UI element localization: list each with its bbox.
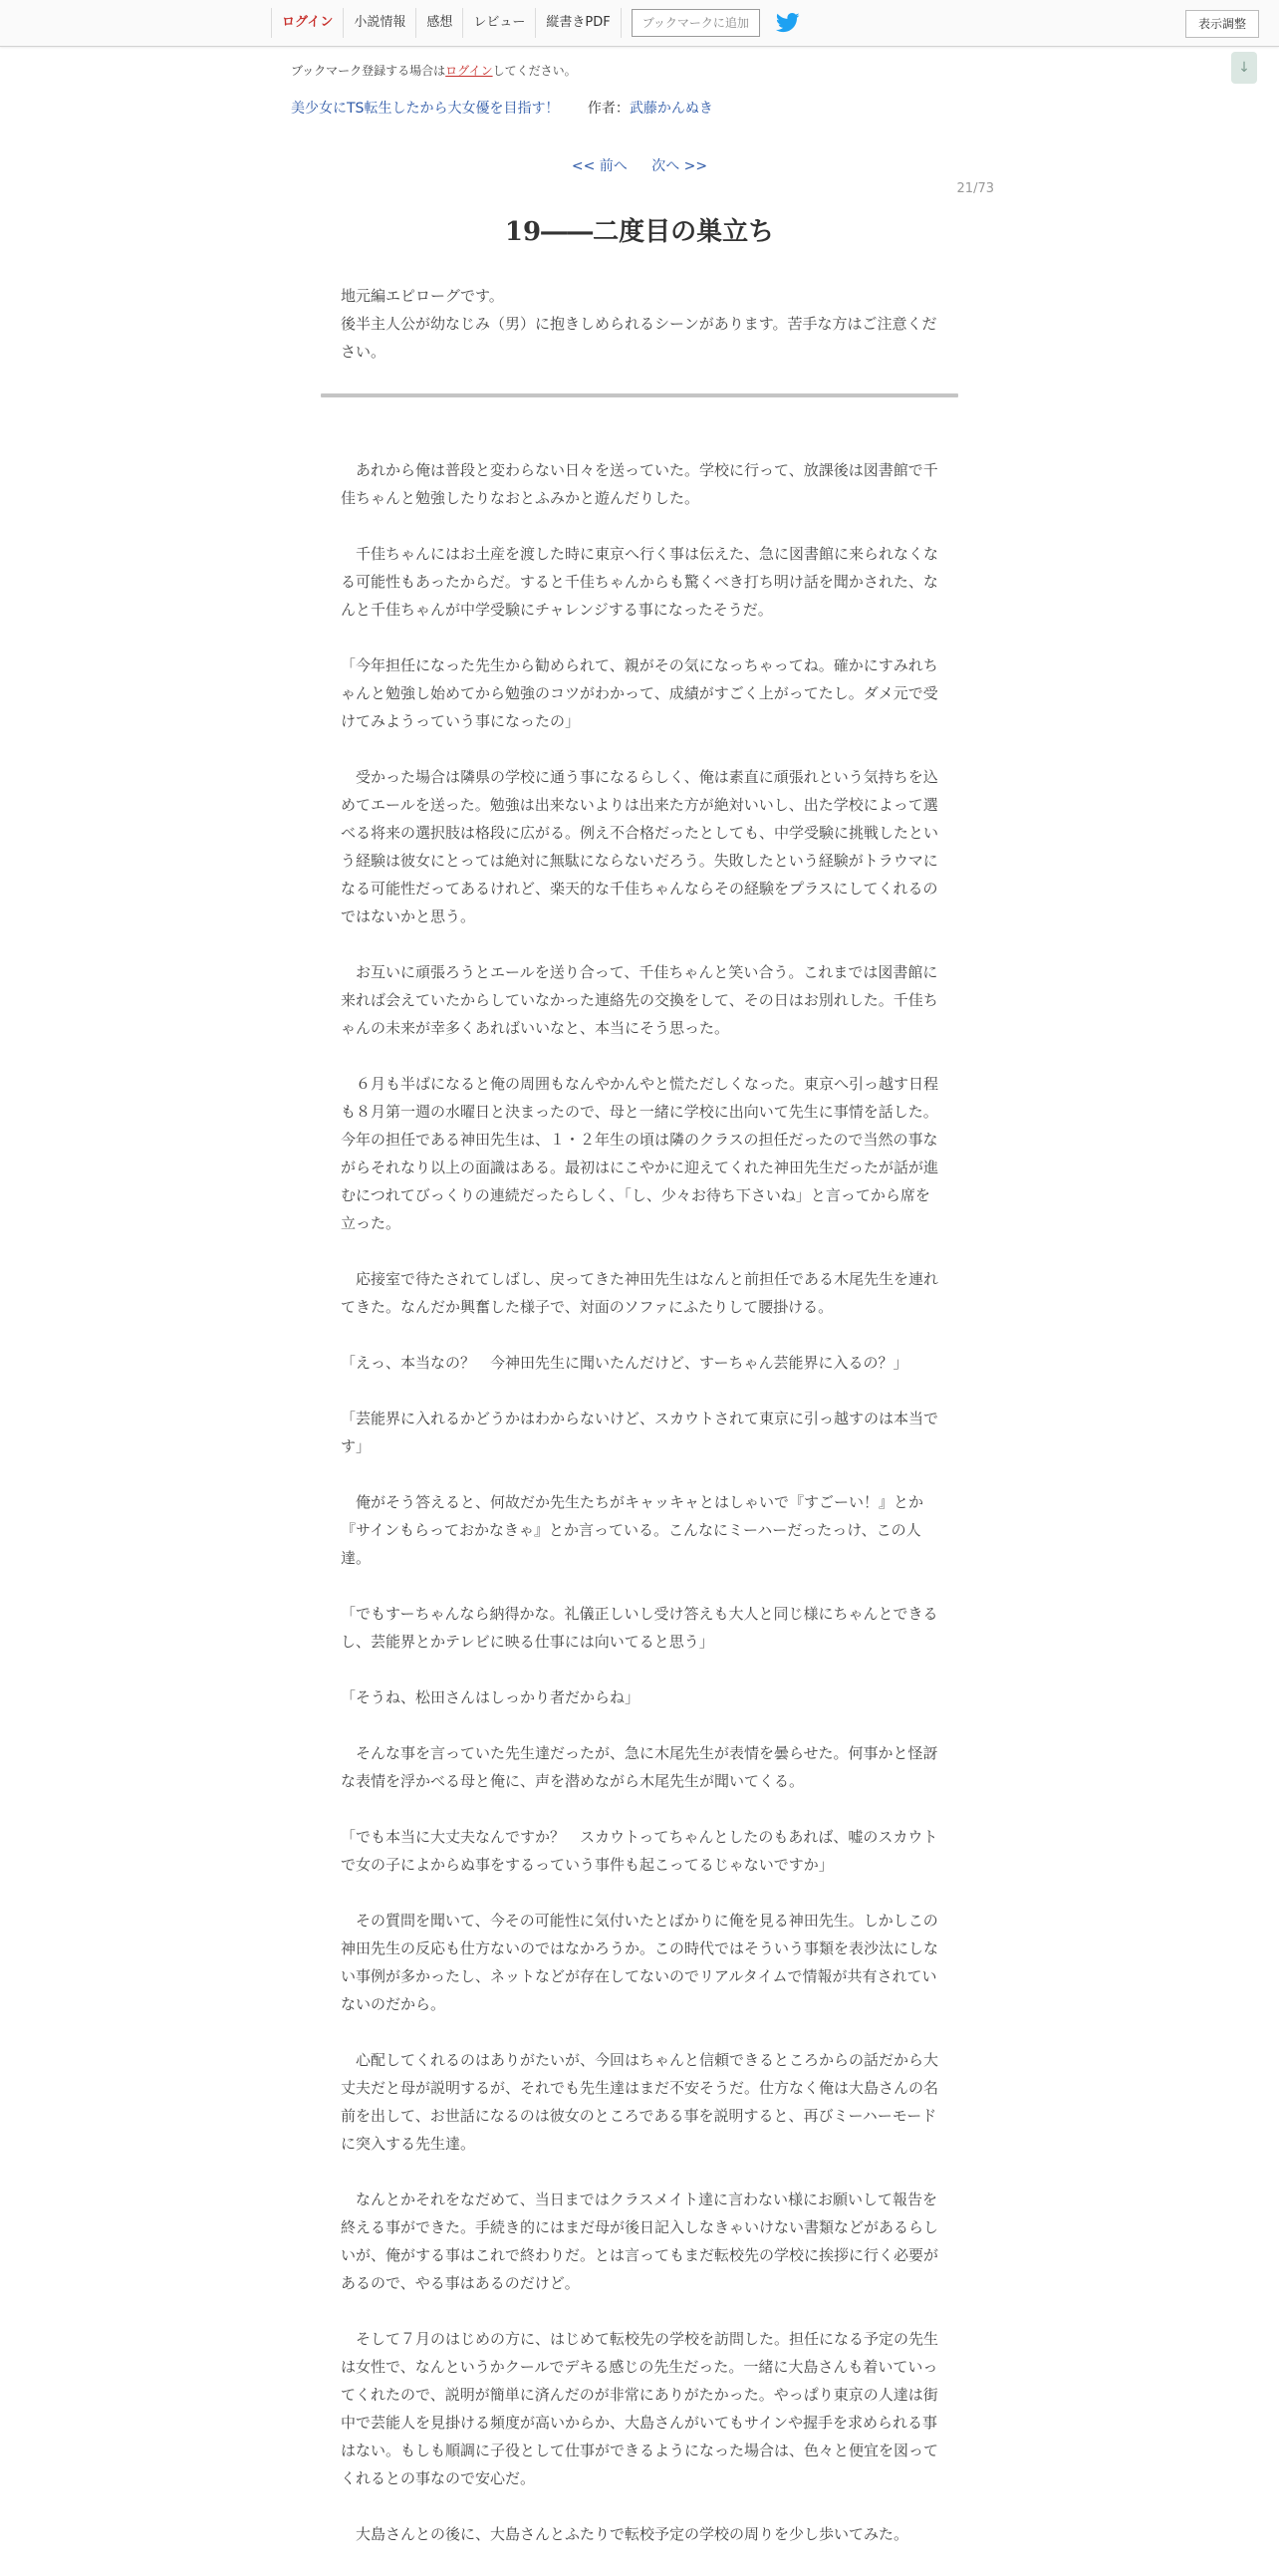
top-bar xyxy=(0,0,1279,47)
nav-vertical-pdf[interactable]: 縦書きPDF xyxy=(535,8,621,38)
body-paragraph: 心配してくれるのはありがたいが、今回はちゃんと信頼できるところからの話だから大丈夫だと母が説明するが、それでも先生達はまだ不安そうだ。仕方なく俺は大島さんの名前を出して、お世話になるのは彼女のところである事を説明すると、再びミーハーモードに突入する先生達。 xyxy=(341,2051,939,2153)
add-bookmark-button[interactable]: ブックマークに追加 xyxy=(632,9,760,37)
pager xyxy=(0,155,1279,175)
author-label: 作者： xyxy=(587,101,630,117)
preface-line: 後半主人公が幼なじみ（男）に抱きしめられるシーンがあります。苦手な方はご注意ください。 xyxy=(341,315,937,361)
nav-review[interactable]: レビュー xyxy=(462,8,535,38)
notice-login-link[interactable]: ログイン xyxy=(445,64,493,78)
work-title-line xyxy=(291,98,713,118)
display-settings-button[interactable]: 表示調整 xyxy=(1185,10,1259,38)
body-paragraph: 「今年担任になった先生から勧められて、親がその気になっちゃってね。確かにすみれちゃんと勉強し始めてから勉強のコツがわかって、成績がすごく上がってたし。ダメ元で受けてみようっていう事になったの」 xyxy=(341,656,938,730)
bookmark-login-notice xyxy=(291,62,577,79)
page-count: 21/73 xyxy=(956,181,994,196)
notice-text-after: してください。 xyxy=(492,64,577,78)
nav-login[interactable]: ログイン xyxy=(271,8,343,38)
chapter-preface xyxy=(341,282,938,366)
body-paragraph: そんな事を言っていた先生達だったが、急に木尾先生が表情を曇らせた。何事かと怪訝な表情を浮かべる母と俺に、声を潜めながら木尾先生が聞いてくる。 xyxy=(341,1744,938,1790)
body-paragraph: 「でも本当に大丈夫なんですか？ スカウトってちゃんとしたのもあれば、嘘のスカウトで女の子によからぬ事をするっていう事件も起こってるじゃないですか」 xyxy=(341,1828,938,1874)
twitter-icon[interactable] xyxy=(776,13,800,33)
body-paragraph: 「でもすーちゃんなら納得かな。礼儀正しいし受け答えも大人と同じ様にちゃんとできるし、芸能界とかテレビに映る仕事には向いてると思う」 xyxy=(341,1605,938,1651)
nav-impressions[interactable]: 感想 xyxy=(415,8,462,38)
body-paragraph: 応接室で待たされてしばし、戻ってきた神田先生はなんと前担任である木尾先生を連れてきた。なんだか興奮した様子で、対面のソファにふたりして腰掛ける。 xyxy=(341,1270,939,1316)
prev-page-link[interactable]: << 前へ xyxy=(571,158,628,174)
body-paragraph: 千佳ちゃんにはお土産を渡した時に東京へ行く事は伝えた、急に図書館に来られなくなる可能性もあったからだ。すると千佳ちゃんからも驚くべき打ち明け話を聞かされた、なんと千佳ちゃんが中学受験にチャレンジする事になったそうだ。 xyxy=(341,545,939,619)
body-paragraph: その質問を聞いて、今その可能性に気付いたとばかりに俺を見る神田先生。しかしこの神田先生の反応も仕方ないのではなかろうか。この時代ではそういう事類を表沙汰にしない事例が多かったし、ネットなどが存在してないのでリアルタイムで情報が共有されていないのだから。 xyxy=(341,1912,939,2013)
body-paragraph: 「えっ、本当なの？ 今神田先生に聞いたんだけど、すーちゃん芸能界に入るの？」 xyxy=(341,1354,908,1372)
preface-divider xyxy=(321,393,958,397)
chapter-subtitle: 19――二度目の巣立ち xyxy=(504,217,775,247)
body-paragraph: ６月も半ばになると俺の周囲もなんやかんやと慌ただしくなった。東京へ引っ越す日程も８月第一週の水曜日と決まったので、母と一緒に学校に出向いて先生に事情を話した。今年の担任である神田先生は、１・２年生の頃は隣のクラスの担任だったので当然の事ながらそれなり以上の面識はある。最初はにこやかに迎えてくれた神田先生だったが話が進むにつれてびっくりの連続だったらしく、「し、少々お待ち下さいね」と言ってから席を立った。 xyxy=(341,1075,939,1232)
body-paragraph: 「芸能界に入れるかどうかはわからないけど、スカウトされて東京に引っ越すのは本当です」 xyxy=(341,1410,939,1455)
body-paragraph: なんとかそれをなだめて、当日まではクラスメイト達に言わない様にお願いして報告を終える事ができた。手続き的にはまだ母が後日記入しなきゃいけない書類などがあるらしいが、俺がする事はこれで終わりだ。とは言ってもまだ転校先の学校に挨拶に行く必要があるので、やる事はあるのだけど。 xyxy=(341,2190,939,2292)
body-paragraph: 大島さんとの後に、大島さんとふたりで転校予定の学校の周りを少し歩いてみた。 xyxy=(341,2525,909,2543)
scroll-down-button[interactable]: ↓ xyxy=(1231,52,1257,84)
body-paragraph: お互いに頑張ろうとエールを送り合って、千佳ちゃんと笑い合う。これまでは図書館に来れば会えていたからしていなかった連絡先の交換をして、その日はお別れした。千佳ちゃんの未来が幸多くあればいいなと、本当にそう思った。 xyxy=(341,963,938,1037)
author-link[interactable]: 武藤かんぬき xyxy=(629,101,713,117)
body-paragraph: 受かった場合は隣県の学校に通う事になるらしく、俺は素直に頑張れという気持ちを込めてエールを送った。勉強は出来ないよりは出来た方が絶対いいし、出た学校によって選べる将来の選択肢は格段に広がる。例え不合格だったとしても、中学受験に挑戦したという経験は彼女にとっては絶対に無駄にならないだろう。失敗したという経験がトラウマになる可能性だってあるけれど、楽天的な千佳ちゃんならその経験をプラスにしてくれるのではないかと思う。 xyxy=(341,768,939,925)
body-paragraph: 「そうね、松田さんはしっかり者だからね」 xyxy=(341,1688,640,1706)
body-paragraph: あれから俺は普段と変わらない日々を送っていた。学校に行って、放課後は図書館で千佳ちゃんと勉強したりなおとふみかと遊んだりした。 xyxy=(341,461,938,507)
body-paragraph: そして７月のはじめの方に、はじめて転校先の学校を訪問した。担任になる予定の先生は女性で、なんというかクールでデキる感じの先生だった。一緒に大島さんも着いていってくれたので、説明が簡単に済んだのが非常にありがたかった。やっぱり東京の人達は街中で芸能人を見掛ける頻度が高いからか、大島さんがいてもサインや握手を求められる事はない。もしも順調に子役として仕事ができるようになった場合は、色々と便宜を図ってくれるとの事なので安心だ。 xyxy=(341,2330,939,2487)
body-paragraph: 俺がそう答えると、何故だか先生たちがキャッキャとはしゃいで『すごーい！』とか『サインもらっておかなきゃ』とか言っている。こんなにミーハーだったっけ、この人達。 xyxy=(341,1493,924,1567)
chapter-body xyxy=(341,456,938,2576)
preface-line: 地元編エピローグです。 xyxy=(341,287,504,305)
work-title-link[interactable]: 美少女にTS転生したから大女優を目指す！ xyxy=(291,101,560,117)
nav-novel-info[interactable]: 小説情報 xyxy=(343,8,415,38)
next-page-link[interactable]: 次へ >> xyxy=(651,158,708,174)
notice-text-before: ブックマーク登録する場合は xyxy=(291,64,446,78)
top-nav xyxy=(271,8,800,38)
